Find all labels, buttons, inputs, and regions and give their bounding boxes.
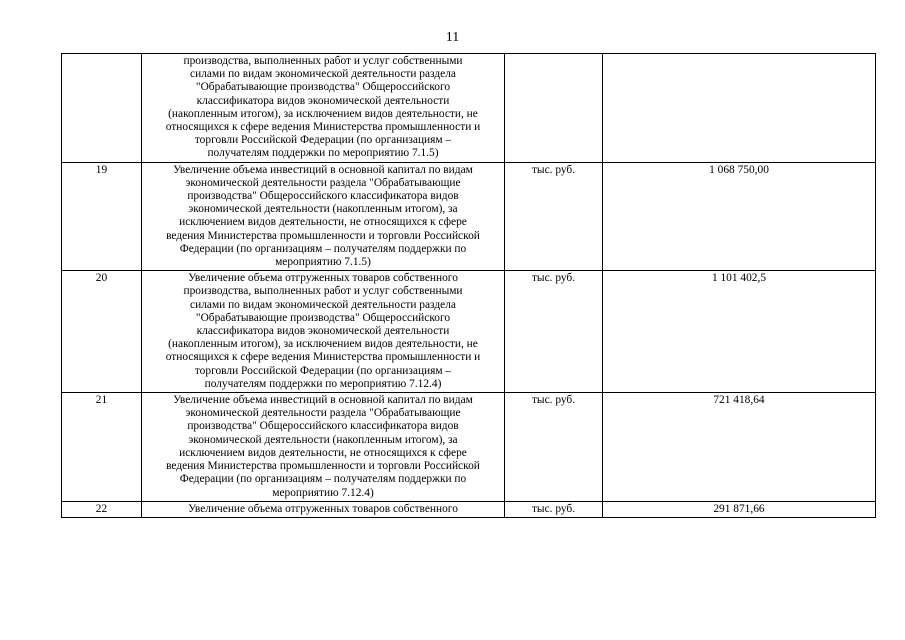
indicators-table	[61, 53, 876, 518]
indicator-name-line: ведения Министерства промышленности и торговли Российской	[166, 229, 480, 242]
value-cell: 721 418,64	[603, 393, 876, 502]
indicator-name-cell	[142, 54, 505, 163]
unit-cell: тыс. руб.	[505, 393, 603, 502]
indicator-name-line: силами по видам экономической деятельности раздела	[190, 298, 456, 311]
table-row	[62, 501, 876, 517]
indicator-name-line: исключением видов деятельности, не относящихся к сфере	[179, 216, 467, 229]
row-number-cell: 22	[62, 501, 142, 517]
indicator-name-line: производства, выполненных работ и услуг собственными	[183, 55, 463, 67]
indicator-name-line: производства" Общероссийского классификатора видов	[187, 190, 459, 203]
indicator-name-line: "Обрабатывающие производства" Общероссийского	[195, 81, 451, 94]
indicator-name-line: классификатора видов экономической деятельности	[196, 94, 450, 107]
indicator-name-line: мероприятию 7.12.4)	[272, 486, 374, 499]
indicator-name-line: торговли Российской Федерации (по организациям –	[194, 364, 452, 377]
indicator-name-line: Увеличение объема инвестиций в основной капитал по видам	[173, 394, 473, 407]
page-number: 11	[445, 30, 460, 45]
unit-cell: тыс. руб.	[505, 271, 603, 393]
value-cell: 1 101 402,5	[603, 271, 876, 393]
indicator-name-cell	[142, 162, 505, 271]
row-number-cell: 21	[62, 393, 142, 502]
unit-cell: тыс. руб.	[505, 501, 603, 517]
indicator-name-line: получателям поддержки по мероприятию 7.1.5)	[207, 147, 439, 160]
indicator-name-line: торговли Российской Федерации (по организациям –	[194, 134, 452, 147]
indicator-name-line: (накопленным итогом), за исключением видов деятельности, не	[168, 107, 478, 120]
indicator-name-line: производства" Общероссийского классификатора видов	[187, 420, 459, 433]
indicator-name-line: мероприятию 7.1.5)	[275, 256, 371, 269]
indicator-name-cell	[142, 393, 505, 502]
indicators-table-body	[62, 54, 876, 518]
indicator-name-line: ведения Министерства промышленности и торговли Российской	[166, 460, 480, 473]
unit-cell: тыс. руб.	[505, 162, 603, 271]
table-row	[62, 393, 876, 502]
indicator-name-line: исключением видов деятельности, не относящихся к сфере	[179, 446, 467, 459]
indicator-name-line: (накопленным итогом), за исключением видов деятельности, не	[168, 338, 478, 351]
indicator-name-cell	[142, 271, 505, 393]
indicator-name-line: экономической деятельности раздела "Обрабатывающие	[185, 176, 461, 189]
indicator-name-line: экономической деятельности (накопленным итогом), за	[188, 203, 458, 216]
row-number-cell	[62, 54, 142, 163]
indicator-name-line: Увеличение объема инвестиций в основной капитал по видам	[173, 163, 473, 176]
indicator-name-line: экономической деятельности (накопленным итогом), за	[188, 433, 458, 446]
indicator-name-line: "Обрабатывающие производства" Общероссийского	[195, 311, 451, 324]
indicator-name-line: Увеличение объема отгруженных товаров собственного	[188, 502, 458, 515]
indicator-name-line: классификатора видов экономической деятельности	[196, 325, 450, 338]
indicator-name-line: силами по видам экономической деятельности раздела	[190, 68, 456, 81]
unit-cell	[505, 54, 603, 163]
indicator-name-cell	[142, 501, 505, 517]
value-cell: 291 871,66	[603, 501, 876, 517]
indicator-name-line: Увеличение объема отгруженных товаров собственного	[188, 272, 458, 285]
indicator-name-line: Федерации (по организациям – получателям поддержки по	[179, 473, 467, 486]
value-cell: 1 068 750,00	[603, 162, 876, 271]
indicator-name-line: относящихся к сфере ведения Министерства промышленности и	[165, 351, 481, 364]
indicator-name-line: Федерации (по организациям – получателям поддержки по	[179, 242, 467, 255]
table-row	[62, 162, 876, 271]
table-row	[62, 271, 876, 393]
indicator-name-line: производства, выполненных работ и услуг собственными	[183, 285, 463, 298]
indicator-name-line: получателям поддержки по мероприятию 7.12.4)	[204, 377, 442, 390]
indicator-name-line: относящихся к сфере ведения Министерства промышленности и	[165, 121, 481, 134]
indicator-name-line: экономической деятельности раздела "Обрабатывающие	[185, 407, 461, 420]
table-row	[62, 54, 876, 163]
row-number-cell: 19	[62, 162, 142, 271]
row-number-cell: 20	[62, 271, 142, 393]
value-cell	[603, 54, 876, 163]
